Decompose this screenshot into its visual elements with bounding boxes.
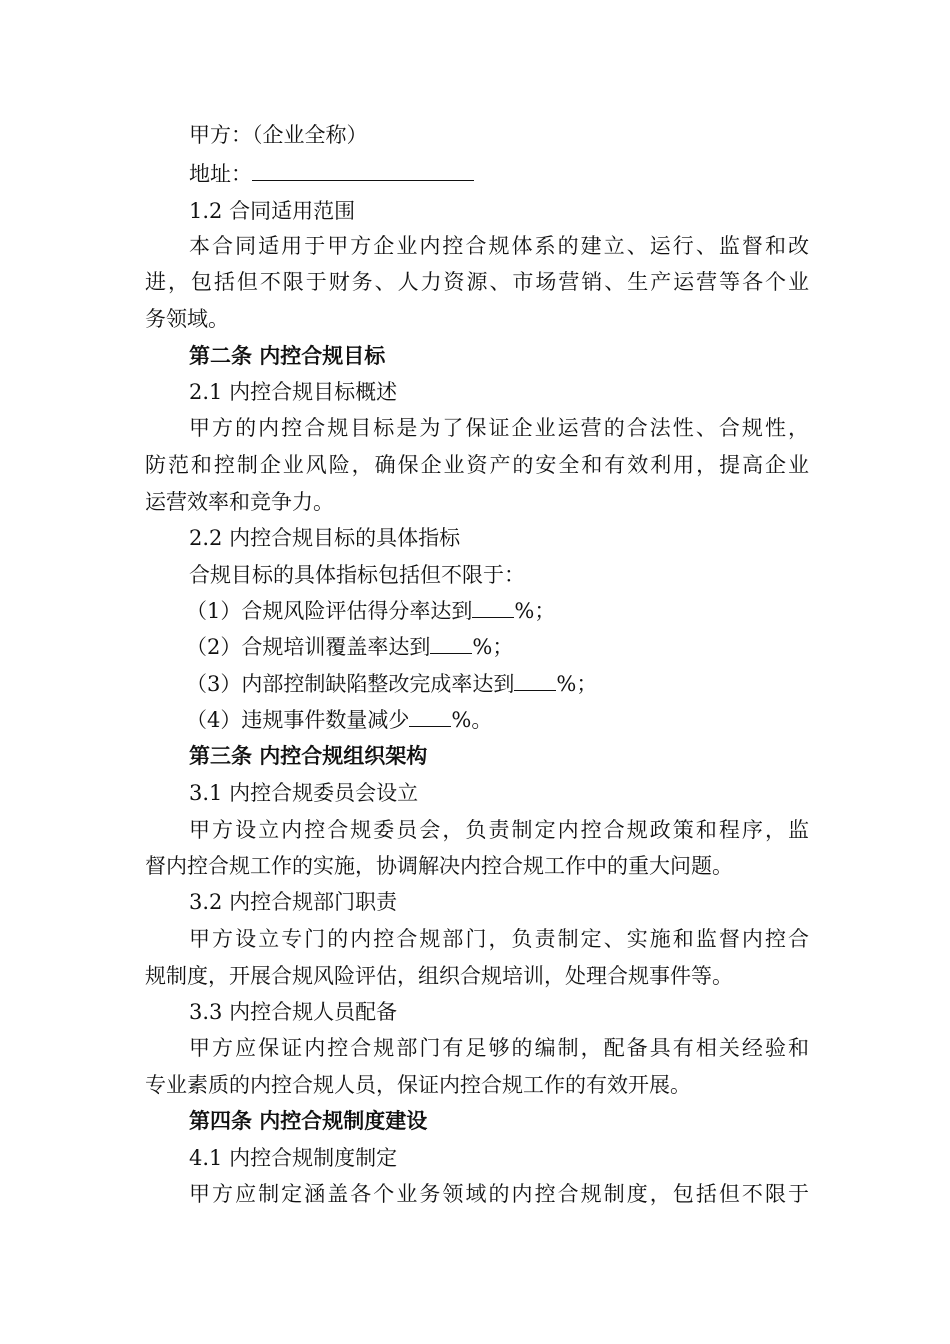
indicator-blank — [430, 633, 472, 654]
section-3-3-para-line-2: 专业素质的内控合规人员，保证内控合规工作的有效开展。 — [145, 1073, 691, 1097]
section-3-2-heading: 3.2 内控合规部门职责 — [189, 890, 398, 914]
address-label: 地址： — [189, 162, 252, 186]
indicator-item — [186, 596, 555, 626]
address-blank — [252, 160, 474, 181]
article-3-title: 第三条 内控合规组织架构 — [189, 743, 428, 768]
indicator-item-suffix: %。 — [451, 708, 493, 732]
section-1-2-para-line-1: 本合同适用于甲方企业内控合规体系的建立、运行、监督和改 — [189, 234, 809, 258]
indicator-item-suffix: %； — [556, 672, 598, 696]
party-a-value: （企业全称） — [252, 123, 368, 147]
indicator-blank — [514, 670, 556, 691]
section-2-2-intro: 合规目标的具体指标包括但不限于： — [189, 563, 525, 587]
indicator-item-suffix: %； — [472, 635, 514, 659]
indicator-item — [186, 705, 492, 735]
section-1-2-heading: 1.2 合同适用范围 — [189, 199, 356, 223]
section-1-2-para-line-2: 进，包括但不限于财务、人力资源、市场营销、生产运营等各个业 — [145, 270, 809, 294]
party-a-label: 甲方： — [189, 123, 252, 147]
indicator-item-text: （3）内部控制缺陷整改完成率达到 — [186, 672, 515, 696]
indicator-item-text: （2）合规培训覆盖率达到 — [186, 635, 431, 659]
section-2-1-para-line-1: 甲方的内控合规目标是为了保证企业运营的合法性、合规性， — [189, 416, 809, 440]
section-3-3-heading: 3.3 内控合规人员配备 — [189, 1000, 398, 1024]
section-3-1-para-line-2: 督内控合规工作的实施，协调解决内控合规工作中的重大问题。 — [145, 854, 733, 878]
article-2-title: 第二条 内控合规目标 — [189, 343, 386, 368]
section-3-2-para-line-2: 规制度，开展合规风险评估，组织合规培训，处理合规事件等。 — [145, 964, 733, 988]
section-3-1-para-line-1: 甲方设立内控合规委员会，负责制定内控合规政策和程序，监 — [189, 818, 809, 842]
address-line — [189, 159, 474, 189]
section-2-1-heading: 2.1 内控合规目标概述 — [189, 380, 398, 404]
party-a-line — [189, 120, 368, 150]
section-4-1-para-line-1: 甲方应制定涵盖各个业务领域的内控合规制度，包括但不限于 — [189, 1182, 809, 1206]
indicator-item-text: （4）违规事件数量减少 — [186, 708, 410, 732]
section-3-1-heading: 3.1 内控合规委员会设立 — [189, 781, 419, 805]
section-3-3-para-line-1: 甲方应保证内控合规部门有足够的编制，配备具有相关经验和 — [189, 1036, 809, 1060]
section-1-2-para-line-3: 务领域。 — [145, 307, 229, 331]
indicator-item-text: （1）合规风险评估得分率达到 — [186, 599, 473, 623]
article-4-title: 第四条 内控合规制度建设 — [189, 1108, 428, 1133]
indicator-item — [186, 669, 597, 699]
section-2-1-para-line-2: 防范和控制企业风险，确保企业资产的安全和有效利用，提高企业 — [145, 453, 809, 477]
indicator-item — [186, 632, 513, 662]
section-3-2-para-line-1: 甲方设立专门的内控合规部门，负责制定、实施和监督内控合 — [189, 927, 809, 951]
section-2-2-heading: 2.2 内控合规目标的具体指标 — [189, 526, 461, 550]
section-2-1-para-line-3: 运营效率和竞争力。 — [145, 490, 334, 514]
indicator-blank — [409, 706, 451, 727]
section-4-1-heading: 4.1 内控合规制度制定 — [189, 1146, 398, 1170]
indicator-blank — [472, 597, 514, 618]
indicator-item-suffix: %； — [514, 599, 556, 623]
